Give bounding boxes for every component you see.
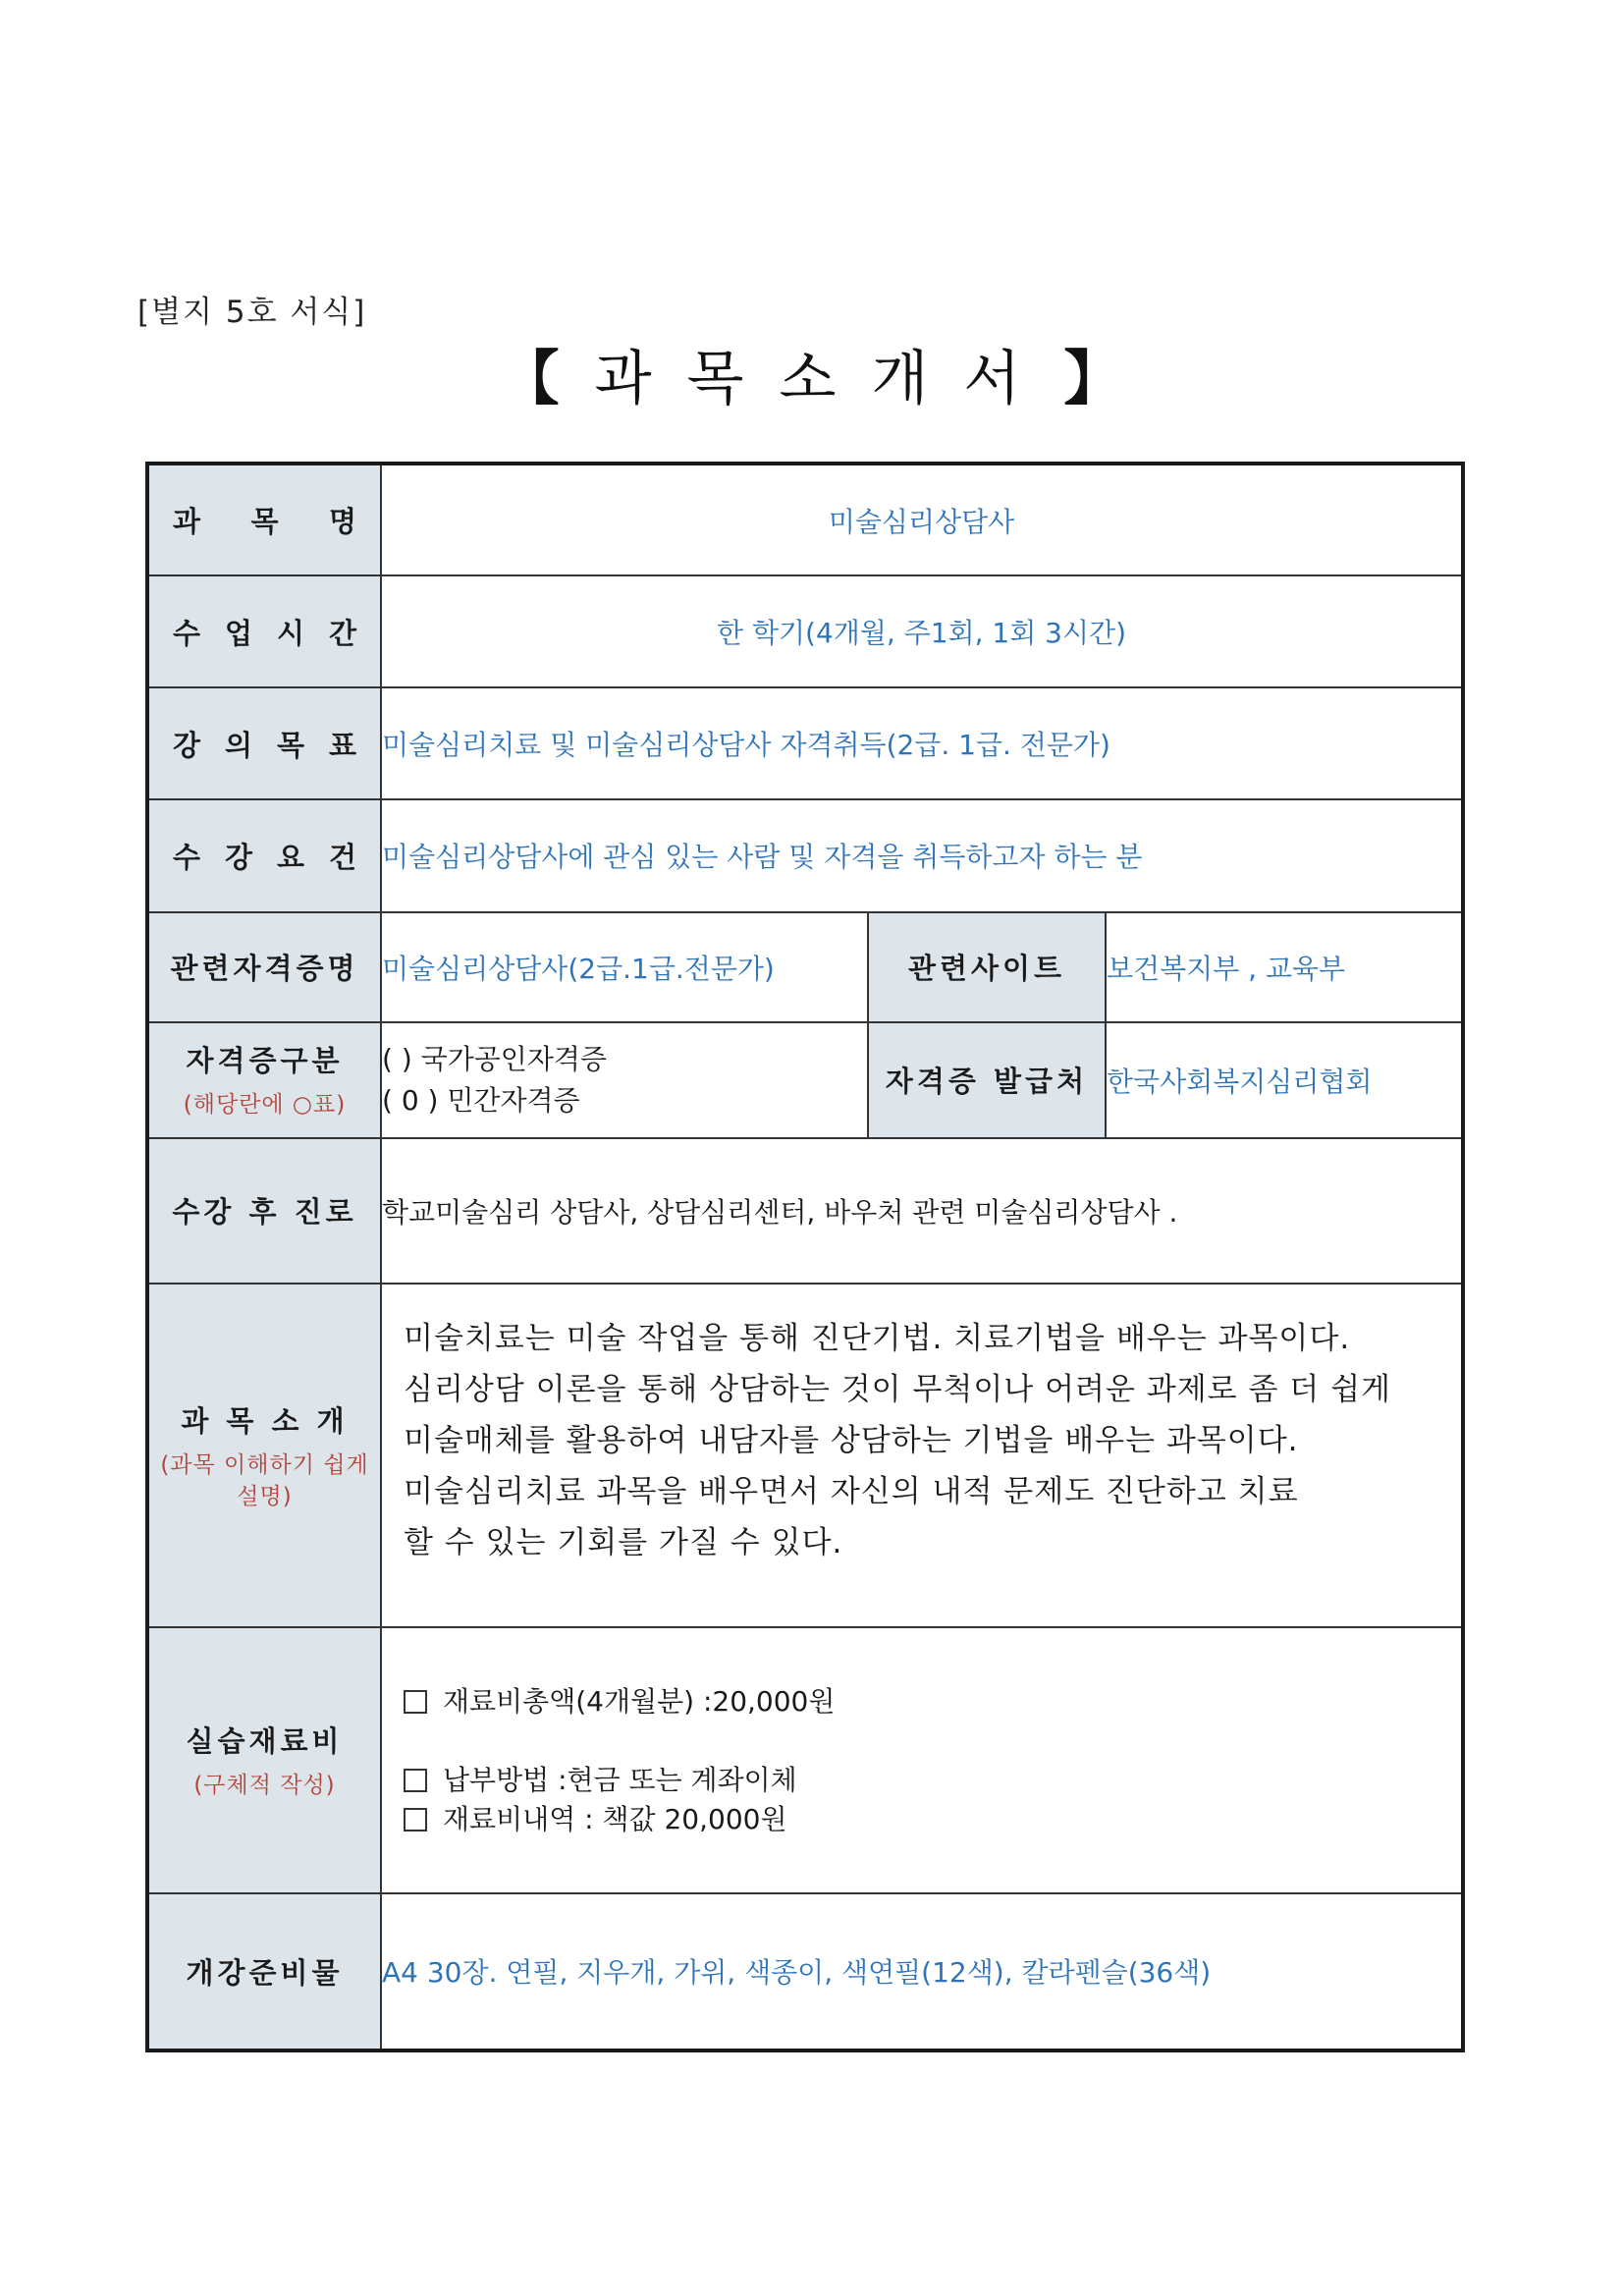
- row-objective: [147, 687, 1463, 799]
- intro-paragraph: [382, 1313, 1461, 1598]
- form-number-label: [별지 5호 서식]: [137, 295, 367, 330]
- materials-item-text: 재료비총액(4개월분) :20,000원: [443, 1684, 836, 1718]
- related-site-value: 보건복지부 , 교육부: [1106, 912, 1463, 1022]
- intro-value: [381, 1284, 1463, 1627]
- checkbox-icon: [404, 1769, 427, 1792]
- certificate-label: 관련자격증명: [147, 912, 381, 1022]
- prep-label: 개강준비물: [147, 1893, 381, 2050]
- row-class-time: [147, 575, 1463, 687]
- cert-type-sublabel: (해당란에 ○표): [183, 1092, 347, 1119]
- objective-label: [147, 687, 381, 799]
- materials-label-text: 실습재료비: [186, 1724, 344, 1759]
- prep-value: A4 30장. 연필, 지우개, 가위, 색종이, 색연필(12색), 칼라펜슬(36색): [381, 1893, 1463, 2050]
- intro-line: 할 수 있는 기회를 가질 수 있다.: [404, 1525, 843, 1561]
- intro-sublabel: (과목 이해하기 쉽게 설명): [160, 1451, 369, 1509]
- title-bracket-open: 【: [500, 345, 560, 413]
- checkbox-icon: [404, 1808, 427, 1831]
- materials-list: [382, 1682, 1461, 1839]
- cert-option-national: ( ) 국가공인자격증: [382, 1042, 607, 1075]
- materials-label: [147, 1627, 381, 1892]
- objective-value: 미술심리치료 및 미술심리상담사 자격취득(2급. 1급. 전문가): [381, 687, 1463, 799]
- document-title: [0, 332, 1623, 416]
- issuer-label: 자격증 발급처: [868, 1022, 1106, 1138]
- row-materials: [147, 1627, 1463, 1892]
- row-intro: [147, 1284, 1463, 1627]
- row-requirement: [147, 799, 1463, 911]
- materials-item: [404, 1761, 1461, 1800]
- materials-item: [404, 1800, 1461, 1839]
- subject-name-label: [147, 464, 381, 575]
- requirement-value: 미술심리상담사에 관심 있는 사람 및 자격을 취득하고자 하는 분: [381, 799, 1463, 911]
- row-prep: [147, 1893, 1463, 2050]
- course-intro-form: [145, 462, 1465, 2052]
- row-career: [147, 1138, 1463, 1284]
- row-subject-name: [147, 464, 1463, 575]
- class-time-label-text: 수 업 시 간: [173, 616, 356, 650]
- materials-item-text: 재료비내역 : 책값 20,000원: [443, 1802, 787, 1835]
- class-time-value: 한 학기(4개월, 주1회, 1회 3시간): [381, 575, 1463, 687]
- cert-type-options: [381, 1022, 868, 1138]
- subject-name-label-text: 과 목 명: [173, 505, 356, 539]
- intro-line: 미술치료는 미술 작업을 통해 진단기법. 치료기법을 배우는 과목이다.: [404, 1321, 1351, 1357]
- checkbox-icon: [404, 1690, 427, 1714]
- related-site-label: 관련사이트: [868, 912, 1106, 1022]
- intro-line: 미술매체를 활용하여 내담자를 상담하는 기법을 배우는 과목이다.: [404, 1423, 1299, 1459]
- cert-type-label: [147, 1022, 381, 1138]
- title-text: 과목소개서: [594, 345, 1056, 413]
- career-value: 학교미술심리 상담사, 상담심리센터, 바우처 관련 미술심리상담사 .: [381, 1138, 1463, 1284]
- requirement-label-text: 수 강 요 건: [173, 840, 356, 874]
- materials-sublabel: (구체적 작성): [193, 1773, 336, 1799]
- career-label: 수강 후 진로: [147, 1138, 381, 1284]
- title-bracket-close: 】: [1063, 345, 1123, 413]
- intro-label-text: 과 목 소 개: [181, 1403, 349, 1438]
- cert-type-label-text: 자격증구분: [186, 1044, 344, 1078]
- intro-line: 심리상담 이론을 통해 상담하는 것이 무척이나 어려운 과제로 좀 더 쉽게: [404, 1372, 1391, 1408]
- row-cert-type: [147, 1022, 1463, 1138]
- certificate-value: 미술심리상담사(2급.1급.전문가): [381, 912, 868, 1022]
- objective-label-text: 강 의 목 표: [173, 728, 356, 762]
- intro-label: [147, 1284, 381, 1627]
- issuer-value: 한국사회복지심리협회: [1106, 1022, 1463, 1138]
- row-certificate: [147, 912, 1463, 1022]
- materials-item-text: 납부방법 :현금 또는 계좌이체: [443, 1763, 797, 1796]
- requirement-label: [147, 799, 381, 911]
- intro-line: 미술심리치료 과목을 배우면서 자신의 내적 문제도 진단하고 치료: [404, 1474, 1299, 1510]
- class-time-label: [147, 575, 381, 687]
- materials-item: [404, 1682, 1461, 1722]
- subject-name-value: 미술심리상담사: [381, 464, 1463, 575]
- cert-option-private: ( 0 ) 민간자격증: [382, 1083, 580, 1117]
- materials-value: [381, 1627, 1463, 1892]
